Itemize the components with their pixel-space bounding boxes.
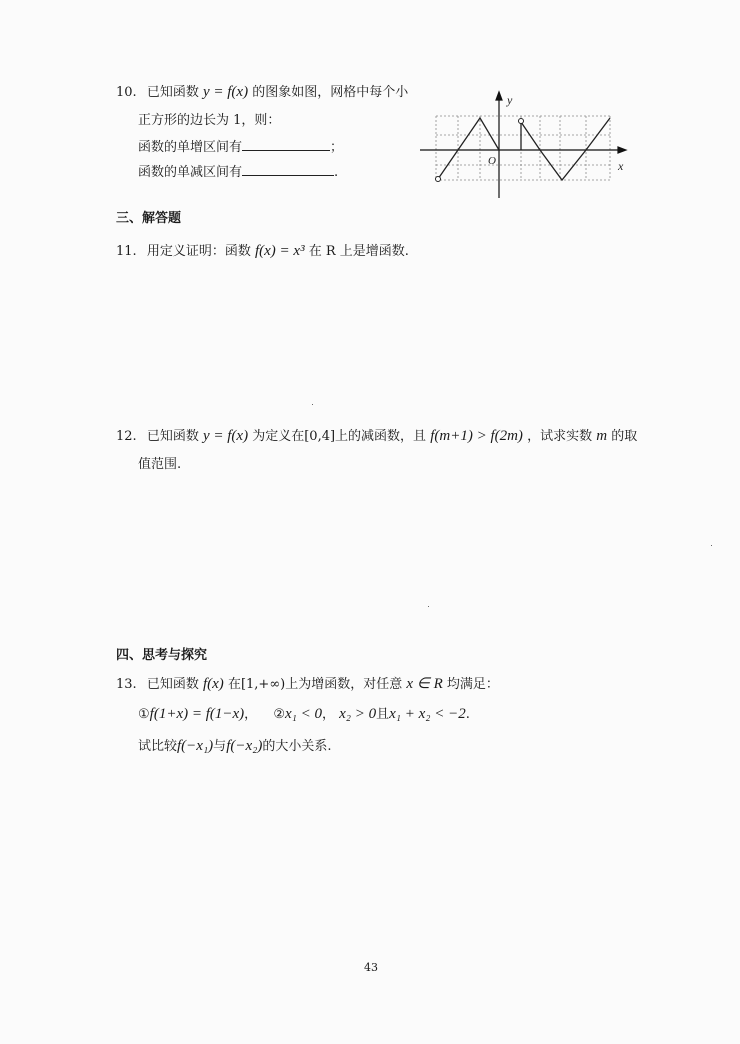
q13-with: 与 xyxy=(213,739,227,754)
q10-line4-end: . xyxy=(334,165,339,180)
q12-equation-1: y = f(x) xyxy=(202,428,249,444)
q12-number: 12. xyxy=(116,429,137,444)
open-endpoint-left xyxy=(436,177,441,182)
q11-text: 用定义证明：函数 xyxy=(146,244,251,259)
section-3-heading: 三、解答题 xyxy=(116,211,182,226)
q12-line1 xyxy=(116,428,637,445)
q12-text-end: 的取 xyxy=(611,429,638,444)
q13-line2-end: . xyxy=(465,707,470,722)
function-curve xyxy=(438,118,610,180)
q11-equation: f(x) = x³ xyxy=(254,243,305,259)
q13-line1 xyxy=(116,676,499,693)
q13-line2 xyxy=(138,706,470,723)
q11-text-cont: 在 R 上是增函数. xyxy=(308,244,409,259)
q10-line4 xyxy=(138,163,338,181)
q12-text: 已知函数 xyxy=(146,429,199,444)
q12-line2: 值范围. xyxy=(138,457,182,472)
q10-line3 xyxy=(138,138,343,156)
q10-increasing-label: 函数的单增区间有 xyxy=(138,140,243,155)
y-axis-label: y xyxy=(507,93,513,107)
q13-text: 已知函数 xyxy=(146,677,199,692)
q10-text-cont: 的图象如图，网格中每个小 xyxy=(252,85,409,100)
scan-speck xyxy=(711,545,712,546)
q10-line3-end: ； xyxy=(330,140,344,155)
q13-condition-2a: x₁ < 0 xyxy=(284,706,322,722)
q11-number: 11. xyxy=(116,244,137,259)
q13-condition: x ∈ R xyxy=(406,676,443,692)
decreasing-interval-blank[interactable] xyxy=(242,163,334,176)
q10-decreasing-label: 函数的单减区间有 xyxy=(138,165,243,180)
q13-text-post: 均满足： xyxy=(446,677,499,692)
page-number: 43 xyxy=(364,961,378,974)
section-4-heading: 四、思考与探究 xyxy=(116,648,208,663)
q13-function: f(x) xyxy=(202,676,224,692)
q10-text: 已知函数 xyxy=(146,85,199,100)
q10-line2: 正方形的边长为 1，则： xyxy=(138,113,281,128)
q13-text-mid: 在[1,+∞)上为增函数，对任意 xyxy=(227,677,403,692)
open-endpoint-right xyxy=(519,119,524,124)
x-axis-label: x xyxy=(618,159,624,173)
graph-axes xyxy=(420,92,626,198)
y-axis-arrow-icon xyxy=(496,92,502,100)
q13-sep-2: ， xyxy=(321,707,335,722)
q13-condition-1-mark: ① xyxy=(138,707,150,722)
origin-label: O xyxy=(488,155,496,167)
q13-condition-2c: x₁ + x₂ < −2 xyxy=(389,706,466,722)
q12-text-post: ，试求实数 xyxy=(527,429,593,444)
q13-expr-2: f(−x₂) xyxy=(226,738,263,754)
q10-number: 10. xyxy=(116,85,137,100)
scan-speck xyxy=(312,404,313,405)
increasing-interval-blank[interactable] xyxy=(242,138,330,151)
q13-condition-1: f(1+x) = f(1−x) xyxy=(149,706,245,722)
x-axis-arrow-icon xyxy=(618,147,626,153)
q13-expr-1: f(−x₁) xyxy=(177,738,214,754)
q13-compare-end: 的大小关系. xyxy=(262,739,332,754)
q10-line1 xyxy=(116,84,408,101)
q12-equation-2: f(m+1) > f(2m) xyxy=(430,428,523,444)
q13-and: 且 xyxy=(376,707,390,722)
q11-line xyxy=(116,243,409,260)
q10-equation: y = f(x) xyxy=(202,84,249,100)
q13-number: 13. xyxy=(116,677,137,692)
q12-variable: m xyxy=(596,428,608,444)
q13-condition-2-mark: ② xyxy=(273,707,285,722)
function-graph xyxy=(418,90,633,200)
scan-speck xyxy=(428,606,429,607)
q13-compare-text: 试比较 xyxy=(138,739,178,754)
q13-condition-2b: x₂ > 0 xyxy=(339,706,377,722)
q13-sep-1: ， xyxy=(244,707,258,722)
q12-text-mid: 为定义在[0,4]上的减函数，且 xyxy=(252,429,427,444)
q13-line3 xyxy=(138,738,331,755)
